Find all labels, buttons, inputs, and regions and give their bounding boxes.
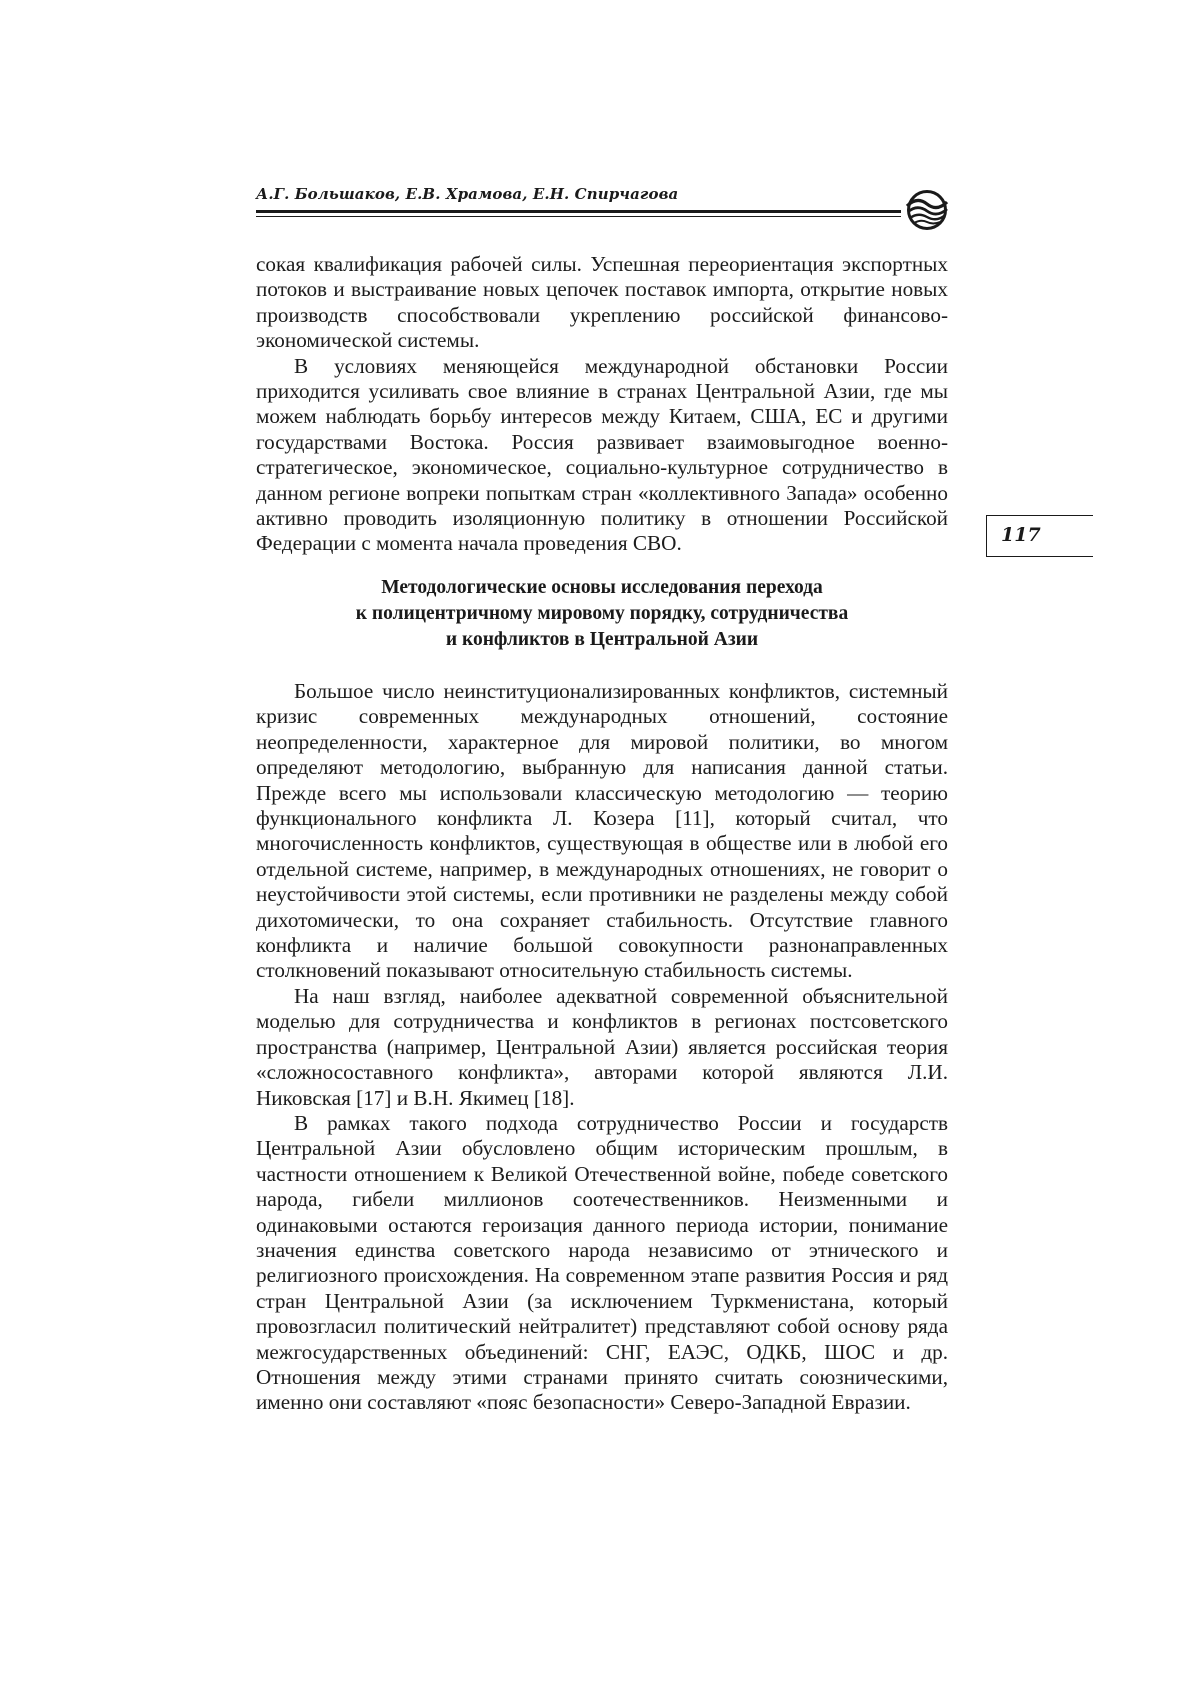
header-rule-thick bbox=[256, 210, 901, 213]
running-head-authors: А.Г. Большаков, Е.В. Храмова, Е.Н. Спирчагова bbox=[256, 185, 679, 203]
section-heading-line: Методологические основы исследования перехода bbox=[381, 577, 823, 598]
body-text-block-upper bbox=[256, 252, 948, 557]
paragraph: сокая квалификация рабочей силы. Успешная переориентация экспортных потоков и выстраивание новых цепочек поставок импорта, открытие новых производств способствовали укреплению российской финансово-экономической системы. bbox=[256, 252, 948, 353]
paragraph: Большое число неинституционализированных конфликтов, системный кризис современных международных отношений, состояние неопределенности, характерное для мировой политики, во многом определяют методологию, выбранную для написания данной статьи. Прежде всего мы использовали классическую методологию — теорию функционального конфликта Л. Козера [11], который считал, что многочисленность конфликтов, существующая в обществе или в любой его отдельной системе, например, в международных отношениях, не говорит о неустойчивости этой системы, если противники не разделены между собой дихотомически, то она сохраняет стабильность. Отсутствие главного конфликта и наличие большой совокупности разнонаправленных столкновений показывают относительную стабильность системы. bbox=[256, 679, 948, 983]
body-text-block-lower bbox=[256, 679, 948, 1416]
section-heading-line: и конфликтов в Центральной Азии bbox=[445, 629, 759, 650]
section-heading bbox=[256, 575, 948, 653]
page-number-box bbox=[986, 515, 1093, 557]
paragraph: На наш взгляд, наиболее адекватной современной объяснительной моделью для сотрудничества и конфликтов в регионах постсоветского пространства (например, Центральной Азии) является российская теория «сложносоставного конфликта», авторами которой являются Л.И. Никовская [17] и В.Н. Якимец [18]. bbox=[256, 983, 948, 1110]
journal-wave-logo-icon bbox=[904, 190, 950, 230]
paragraph: В условиях меняющейся международной обстановки России приходится усиливать свое влияние в странах Центральной Азии, где мы можем наблюдать борьбу интересов между Китаем, США, ЕС и другими государствами Востока. Россия развивает взаимовыгодное военно-стратегическое, экономическое, социально-культурное сотрудничество в данном регионе вопреки попыткам стран «коллективного Запада» особенно активно проводить изоляционную политику в отношении Российской Федерации с момента начала проведения СВО. bbox=[256, 353, 948, 556]
paragraph: В рамках такого подхода сотрудничество России и государств Центральной Азии обусловлено общим историческим прошлым, в частности отношением к Великой Отечественной войне, победе советского народа, гибели миллионов соотечественников. Неизменными и одинаковыми остаются героизация данного периода истории, понимание значения единства советского народа независимо от этнического и религиозного происхождения. На современном этапе развития Россия и ряд стран Центральной Азии (за исключением Туркменистана, который провозгласил политический нейтралитет) представляют собой основу ряда межгосударственных объединений: СНГ, ЕАЭС, ОДКБ, ШОС и др. Отношения между этими странами принято считать союзническими, именно они составляют «пояс безопасности» Северо-Западной Евразии. bbox=[256, 1110, 948, 1415]
page-number: 117 bbox=[1001, 524, 1041, 546]
header-rule-thin bbox=[256, 216, 901, 217]
section-heading-line: к полицентричному мировому порядку, сотрудничества bbox=[355, 603, 849, 624]
